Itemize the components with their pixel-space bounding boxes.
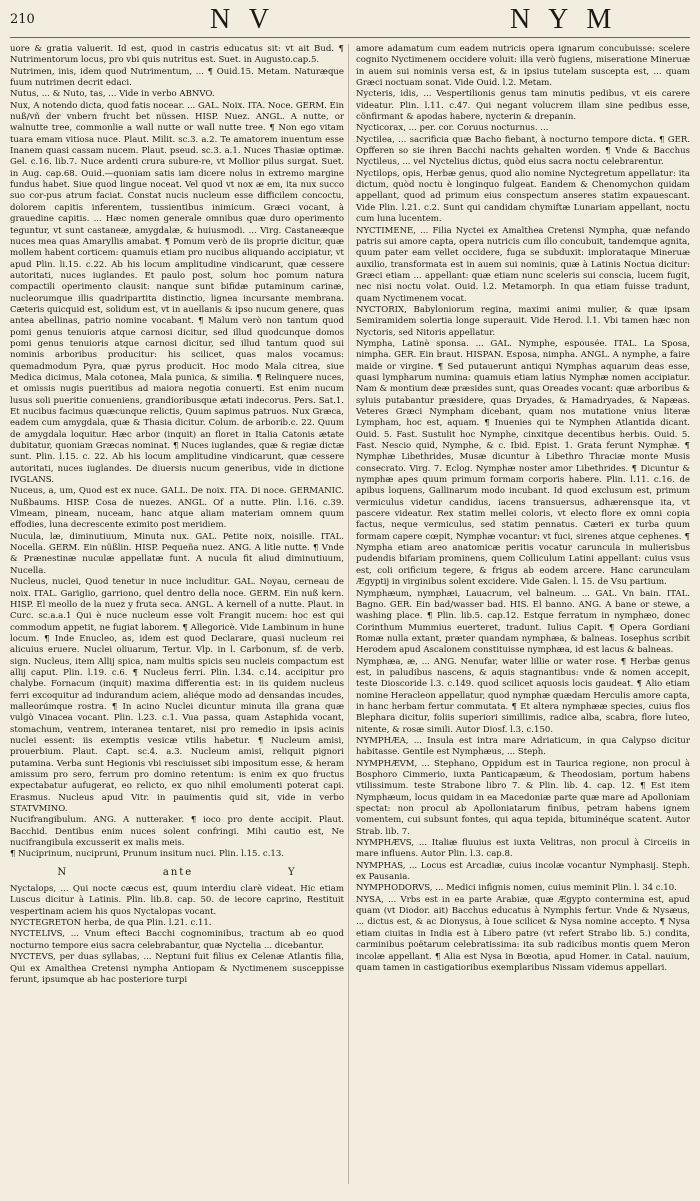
entry-paragraph: Nyctilea, ... sacrificia quæ Bacho fiebant, à nocturno tempore dicta. ¶ GER. Opfferen so sie ihren Bacchi nachts gehalten worden. ¶ Vnde & Bacchus Nyctileus, ... vel Nyctelius dictus, quòd eius sacra noctu celebrarentur.	[356, 134, 690, 168]
entry-paragraph: Nutrimen, inis, idem quod Nutrimentum, ... ¶ Ouid.15. Metam. Naturæque fuum nutrimen decrit edaci.	[10, 66, 344, 89]
entry-paragraph: Nucula, læ, diminutiuum, Minuta nux. GAL. Petite noix, noisille. ITAL. Nocella. GERM. Ein nüßlin. HISP. Pequeña nuez. ANG. A litle nutte. ¶ Vnde & Prænestinæ nuculæ appellatæ funt. A nucula fit aliud diminutiuum, Nucella.	[10, 531, 344, 576]
left-column	[10, 44, 344, 1194]
entry-paragraph: Nuceus, a, um, Quod est ex nuce. GALL. De noix. ITA. Di noce. GERMANIC. Nußbaums. HISP. Cosa de nuezes. ANGL. Of a nutte. Plin. l.16. c.39. Vlmeam, pineam, nuceam, hanc atque aliam materiam omnem quum effodies, luna decrescente eximito post meridiem.	[10, 486, 344, 531]
entry-paragraph: NYCTORIX, Babyloniorum regina, maximi animi mulier, & quæ ipsam Semiramidem solertia longe superauit. Vide Herod. l.1. Vbi tamen hæc non Nyctoris, sed Nitoris appellatur.	[356, 304, 690, 338]
entry-paragraph: Nucleus, nuclei, Quod tenetur in nuce includitur. GAL. Noyau, cerneau de noix. ITAL. Gariglio, garriono, quel dentro della noce. GERM. Ein nuß kern. HISP. El meollo de la nuez y fruta seca. ANGL. A kernell of a nutte. Plaut. in Curc. sc.a.a.1 Qui è nuce nucleum esse volt Frangit nucem: hoc est qui commodum appetit, ne fugiat laborem. ¶ Allegoricè. Vide Lambinum in hune locum. ¶ Inde Enucleo, as, idem est quod Declarare, quasi nucleum rei alicuius eruere. Nuclei oliuarum, Tertur. Vlp. in l. Carbonum, sf. de verb. sign. Nucleus, item Allij spica, nam multis spicis seu nucleis compactum est allij caput. Plin. l.19. c.6. ¶ Nucleus ferri. Plin. l.34. c.14. accipitur pro chalybe. Fornacum (inquit) maxima differentia est: in iis quidem nucleus ferri excoquitur ad indurandum aciem, aliéque modo ad densandas incudes, malleorúmque rostra. ¶ In acino Nuclei dicuntur minuta illa grana quæ vulgò Vinacea vocant. Plin. l.23. c.1. Vua passa, quam Astaphida vocant, stomachum, ventrem, interanea tentaret, nisi pro remedio in ipsis acinis nuclei essent: iis exemptis vesicæ vtilis habetur. ¶ Nucleum amisi, prouerbium. Plaut. Capt. sc.4. a.3. Nucleum amisi, reliquit pignori putamina. Verba sunt Hegionis vbi resciuisset sibi impositum esse, & heram amissum pro sero, ferrum pro domino retentum: is enim ex quo fructus expectabatur aufugerat, eo relicto, ex quo nihil emolumenti poterat capi. Erasmus. Nucleus apud Vitr. in pauimentis quid sit, vide in verbo STATVMINO.	[10, 577, 344, 815]
section-heading-left: N	[57, 866, 69, 878]
entry-paragraph: Nyctilops, opis, Herbæ genus, quod alio nomine Nyctegretum appellatur: ita dictum, quòd noctu è longinquo fulgeat. Eandem & Chenomychon quidam appellant, quod ad primum eius conspectum anseres statim expauescant. Vide Plin. l.21. c.2. Sunt qui candidam chymiftæ Lunariam appellant, noctu cum luna lucentem.	[356, 168, 690, 225]
right-column	[356, 44, 690, 1194]
right-running-head: N Y M	[510, 4, 618, 35]
section-heading-right: Y	[288, 866, 297, 878]
entry-paragraph: NYCTEVS, per duas syllabas, ... Neptuni fuit filius ex Celenæ Atlantis filia, Qui ex Amalthea Cretensi nympha Antiopam & Nyctimenem susceppisse ferunt, ipsumque ab hac posteriore turpi	[10, 952, 344, 985]
entry-paragraph: Nycteris, idis, ... Vespertilionis genus tam minutis pedibus, vt eis carere videatur. Plin. l.11. c.47. Qui negant volucrem illam sine pedibus esse, cönfirmant & apodas habere, nycterin & drepanin.	[356, 89, 690, 123]
entry-paragraph: Nucifrangibulum. ANG. A nutteraker. ¶ ioco pro dente accipit. Plaut. Bacchid. Dentibus enim nuces solent confringi. Mihi cautio est, Ne nucifrangibula excusserit ex malis meis.	[10, 815, 344, 849]
entry-paragraph: NYMPHAS, ... Locus est Arcadiæ, cuius incolæ vocantur Nymphasij. Steph. ex Pausania.	[356, 860, 690, 883]
entry-paragraph: ¶ Nuciprinum, nucipruni, Prunum insitum nuci. Plin. l.15. c.13.	[10, 849, 285, 860]
section-heading	[10, 867, 344, 878]
entry-paragraph: Nyctalops, ... Qui nocte cæcus est, quum interdiu clarè videat. Hic etiam Luscus dicitur à Latinis. Plin. lib.8. cap. 50. de iecore caprino, Restituit vespertinam aciem his quos Nyctalopas vocant.	[10, 884, 344, 917]
left-running-head: N V	[210, 4, 275, 35]
entry-paragraph: NYMPHÆVM, ... Stephano, Oppidum est in Taurica regione, non procul à Bosphoro Cimmerio, iuxta Panticapæum, & Theodosiam, portum habens vtilissimum. teste Strabone libro 7. & Plin. lib. 4. cap. 12. ¶ Est item Nymphæum, locus quidam in ea Macedoniæ parte quæ mare ad Apolloniam spectat: non procul ab Apolloniatarum finibus, petram habens ignem vomentem, cui subsunt fontes, qui aqua tepida, bituminéque scatent. Autor Strab. lib. 7.	[356, 758, 690, 837]
header-rule	[10, 37, 690, 38]
entry-paragraph: Nympha, Latinè sponsa. ... GAL. Nymphe, espousée. ITAL. La Sposa, nimpha. GER. Ein braut. HISPAN. Esposa, nimpha. ANGL. A nymphe, a faire maide or virgine. ¶ Sed putauerunt antiqui Nymphas aquarum deas esse, quasi lympharum numina: quamuis etiam latius Nymphæ nomen accipiatur. Nam & montium deæ præsides sunt, quas Oreades vocant: quæ arboribus & syluis putabantur præsidere, quas Dryades, & Hamadryades, & Napæas. Veteres Græci Nympham dicebant, quam nos mutatione vnius literæ Lympham, hoc est, aquam. ¶ Inuenies qui te Nymphen Atlantida dicant. Ouid. 5. Fast. Sustulit hoc Nymphe, cinxitque decentibus herbis. Ouid. 5. Fast. Nescio quid, Nymphe, & c. Ibid. Epist. 1. Grata ferunt Nymphæ. ¶ Nymphæ Libethrides, Musæ dicuntur à Libethro Thraciæ monte Musis consecrato. Virg. 7. Eclog. Nymphæ noster amor Libethrides. ¶ Dicuntur & nymphæ apes quum primum formam corporis habere. Plin. l.11. c.16. de apibus loquens, Gallinarum modo incubant. Id quod exclusum est, primum vermiculus videtur candidus, iacens transuersus, adhærensque ita, vt pascere videatur. Rex statim mellei coloris, vt electo flore ex omni copia factus, neque vermiculus, sed statim pennatus. Cæteri ex turba quum formam capere cœpit, Nymphæ vocantur: vt fuci, sirenes atque cephenes. ¶ Nympha etiam areo anatomicæ peritis vocatur caruncula in mulierisbus pudendis bifariam prominens, quem Colliculum Latini appellant: cuius vsus est, coli orificium tegere, & frigus ab eodem arcere. Hanc carunculam Ægyptij in virginibus solent excidere. Vide Galen. l. 15. de Vsu partium.	[356, 338, 690, 588]
entry-paragraph: NYCTELIVS, ... Vnum efteci Bacchi cognominibus, tractum ab eo quod nocturno tempore eius sacra celebrabantur, quæ Nyctelia ... dicebantur.	[10, 929, 344, 951]
entry-paragraph: Nux, A notendo dicta, quod fatis nocear. ... GAL. Noix. ITA. Noce. GERM. Ein nuß/vñ der vnbern frucht bet nüssen. HISP. Nuez. ANGL. A nutte, or walnutte tree, commonlie a wall nutte or wall nutte tree. ¶ Non ego vitam tuara emam vitiosa nuce. Plaut. Milit. sc.3. a.2. Te amatorem inuentum esse Inanem quasi cassam nucem. Plaut. pseud. sc.3. a.1. Nuces Thasiæ optimæ. Gel. c.16. lib.7. Nuce ardenti crura subure-re, vt Mollior pilus surgat. Suet. in Aug. cap.68. Ouid.—quoniam satis iam dicere nolus in extremo margine fundus habet. Siue quod lingue noceat. Vel quod vt nox æ em, ita nux succo suo cor-pus atrum faciat. Constat nucis nucleum esse difficilem concoctu, dolorem capitis inferentem, tussientibus inimicum. Græci vocant, à grauedine capitis. ... Hæc nomen generale omnibus quæ duro operimento teguntur, vt sunt castaneæ, amygdalæ, & huiusmodi. ... Virg. Castaneæque nuces mea quas Amaryllis amabat. ¶ Pomum verò de iis proprie dicitur, quæ mollem habent corticem: quamuis etiam pro nucibus aliquando accipiatur, vt apud Plin. li.15. c.22. Ab his locum amplitudine vindicarunt, quæ cessere autoritati, nuces iuglandes. Et paulo post, solum hoc pomum natura compactili operimento clausit: nanque sunt bifidæ putaminum carinæ, nucleorumque illis quadripartita distinctio, lignea incursante membrana. Cæteris quicquid est, solidum est, vt in auellanis & ipso nucum genere, quas antea abellinas, patrio nomine vocabant. ¶ Malum verò non tantum quod pomi genus tenuioris atque carnosi dicitur, sed illud quodcunque domos pomi genus tenuioris atque carnosi dicitur, sed illud tantum quod sui nominis arboribus producitur: his scilicet, quas malos vocamus: quemadmodum Pyra, quæ pyrus producit. Hoc modo Mala citrea, siue Medica dicimus, Mala cotonea, Mala punica, & similia. ¶ Relinquere nuces, et omissis nugis pueritibus ad maiora negotia conuerti. Est enim nucum lusus soli pueritie conueniens, grandioribusque ætati indecorus. Pers. Sat.1. Et nucibus facimus quæcunque relictis, Quum sapimus patruos. Nux Græca, eadem cum amygdala, quæ & Thasia dicitur. Colum. de arborib.c. 22. Quum de amygdala loquitur. Hæc arbor (inquit) an floret in Italia Catonis ætate dubitatur, quoniam Græcas nominat. ¶ Nuces iuglandes, quæ & regiæ dictæ sunt. Plin. l.15. c. 22. Ab his locum amplitudine vindicarunt, quæ cessere autoritati, nuces iuglandes. De diuersis nucum generibus, vide in dictione IVGLANS.	[10, 100, 344, 486]
section-heading-center: ante	[162, 866, 194, 878]
entry-paragraph: NYMPHÆA, ... Insula est intra mare Adriaticum, in qua Calypso dicitur habitasse. Gentile est Nymphæus, ... Steph.	[356, 735, 690, 758]
entry-paragraph: Nycticorax, ... per. cor. Coruus nocturnus. ...	[356, 123, 549, 134]
entry-paragraph: NYSA, ... Vrbs est in ea parte Arabiæ, quæ Ægypto contermina est, apud quam (vt Diodor. ait) Bacchus educatus à Nymphis fertur. Vnde & Nysæus, ... dictus est, & ac Dionysus, à Ioue scilicet & Nysa nomine accepto. ¶ Nysa etiam ciuitas in India est à Libero patre (vt refert Strabo lib. 5.) condita, carminibus poëtarum celebratissima: ita sub radicibus montis quem Meron incolæ appellant. ¶ Alia est Nysa in Bœotia, apud Homer. in Catal. nauium, quam tamen in castigatioribus exemplaribus Nissam videmus appellari.	[356, 894, 690, 973]
entry-paragraph: NYMPHODORVS, ... Medici infignis nomen, cuius meminit Plin. l. 34 c.10.	[356, 883, 677, 894]
entry-paragraph: Nutus, ... & Nuto, tas, ... Vide in verbo ABNVO.	[10, 89, 215, 100]
column-divider	[348, 44, 349, 1184]
entry-paragraph: NYCTEGRETON herba, de qua Plin. l.21. c.11.	[10, 918, 212, 929]
entry-paragraph: amore adamatum cum eadem nutricis opera ignarum concubuisse: scelere cognito Nyctimenem occidere voluit: illa verò fugiens, miseratione Mineruæ in auem sui nominis versa est, & in ipsius tutelam suscepta est, ... quam Græci noctuam sonat. Vide Ouid. l.2. Metam.	[356, 44, 690, 89]
page-number: 210	[10, 12, 35, 27]
entry-paragraph: uore & gratia valuerit. Id est, quod in castris educatus sit: vt ait Bud. ¶ Nutrimentorum locus, pro vbi quis nutritus est. Suet. in Augusto.cap.5.	[10, 44, 344, 66]
entry-paragraph: Nymphæum, nymphæi, Lauacrum, vel balneum. ... GAL. Vn bain. ITAL. Bagno. GER. Ein bad/wasser bad. HIS. El banno. ANG. A bane or stewe, a washing place. ¶ Plin. lib.5. cap.12. Estque ferratum in nymphæo, donec Corinthum Mummius euerteret, tradunt. Iulius Capit. ¶ Opera Gordiani Romæ nulla extant, præter quandam nymphæa, & balneas. Iosephus scribit Herodem apud Ascalonem constituisse nymphæa, id est lacus & balneas.	[356, 588, 690, 656]
entry-paragraph: Nymphæa, æ, ... ANG. Nenufar, water lillie or water rose. ¶ Herbæ genus est, in paludibus nascens, & aquis stagnantibus: vnde & nomen accepit, teste Dioscoride l.3. c.149. quod scilicet aquosis locis gaudeat. ¶ Alio etiam nomine Heracleon appellatur, quod nymphæ quædam Herculis amore capta, in hanc herbam fertur commutata. ¶ Et altera nymphææ species, cuius flos Blephara dicitur, foliis superiori simillimis, radice alba, scabra, flore luteo, nitente, & rosæ simili. Autor Diosf. l.3. c.150.	[356, 656, 690, 735]
entry-paragraph: NYMPHÆVS, ... Italiæ fluuius est iuxta Velitras, non procul à Circeiis in mare influens. Autor Plin. l.3. cap.8.	[356, 838, 690, 860]
page-header	[10, 4, 690, 40]
entry-paragraph: NYCTIMENE, ... Filia Nyctei ex Amalthea Cretensi Nympha, quæ nefando patris sui amore capta, opera nutricis cum illo concubuit, tandemque agnita, quum pater eam vellet occidere, fuga se subduxit: implorataque Mineruæ auxilio, transformata est in auem sui nominis, quæ à Latinis Noctua dicitur: Græci etiam ... appellant: quæ etiam nunc sceleris sui conscia, lucem fugit, nec nisi noctu volat. Ouid. l.2. Metamorph. In qua etiam fuisse tradunt, quam Nyctimenem vocat.	[356, 225, 690, 304]
